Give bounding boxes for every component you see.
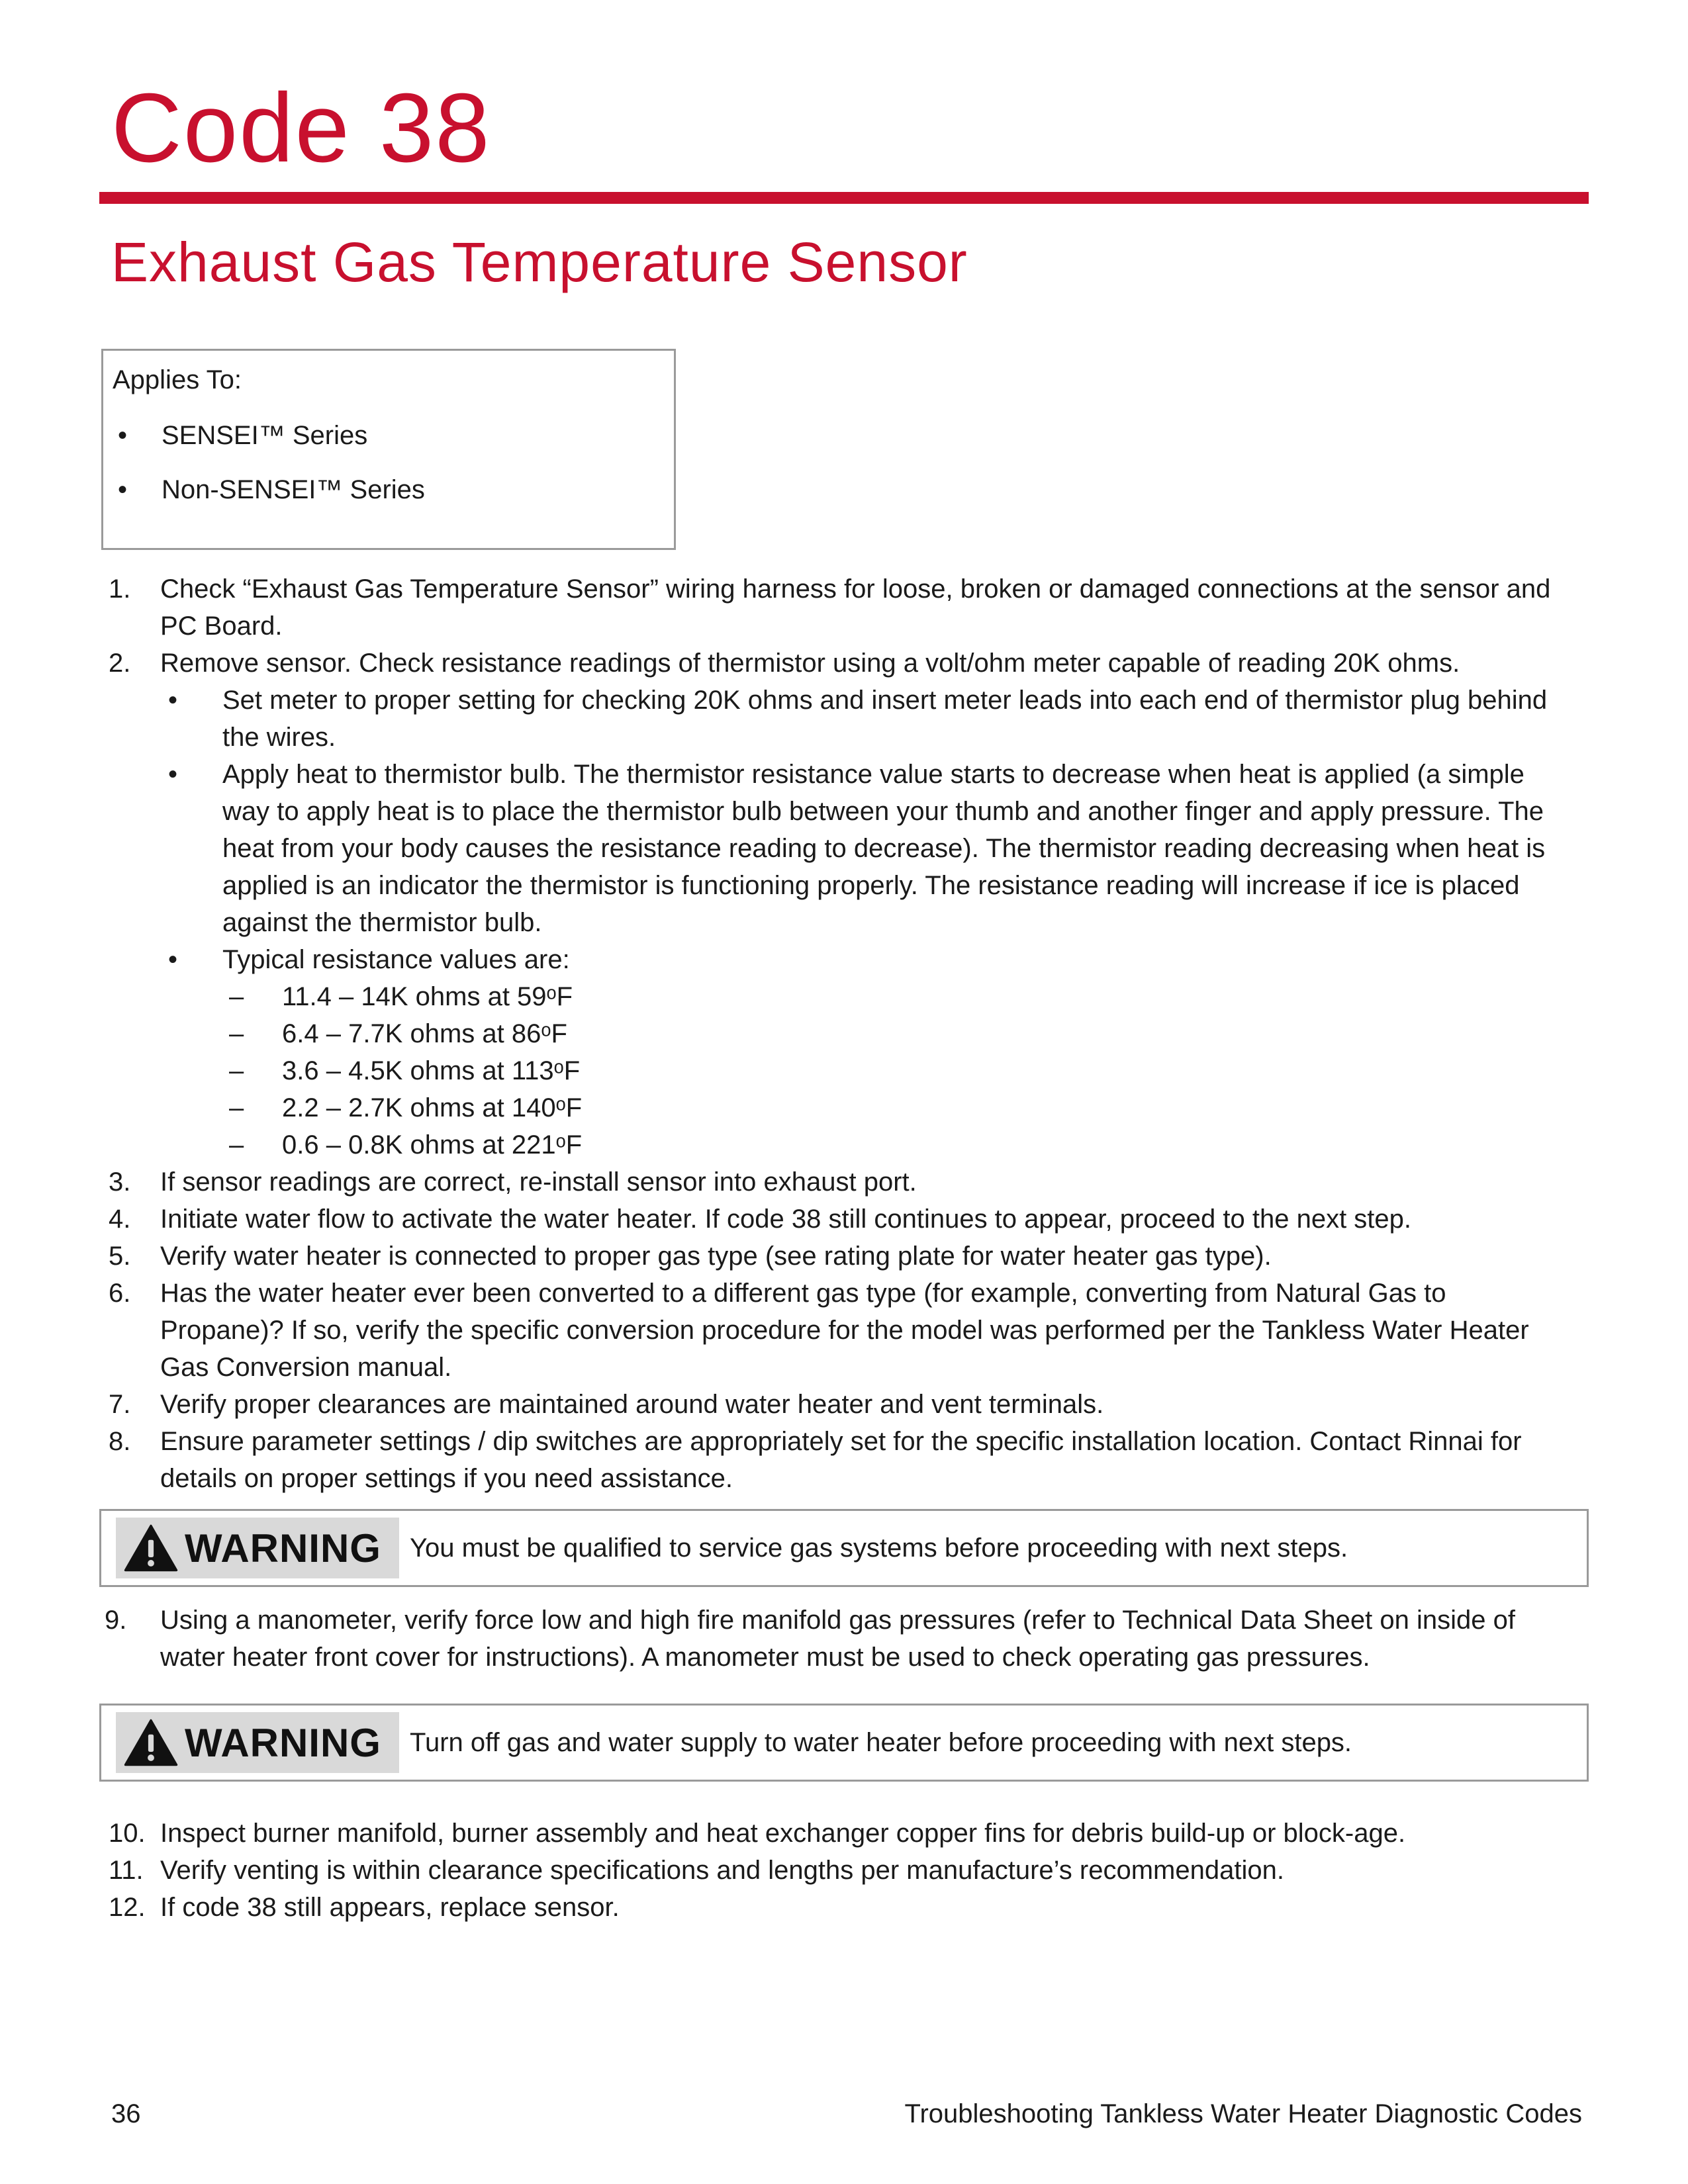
step-number: 10.: [109, 1819, 146, 1848]
step-number: 8.: [109, 1427, 131, 1456]
warning-triangle-icon: [124, 1524, 178, 1572]
step-item: [99, 1602, 1575, 1676]
step-number: 5.: [109, 1242, 131, 1271]
step-text: Initiate water flow to activate the water heater. If code 38 still continues to appear, proceed to the next step.: [160, 1205, 1412, 1234]
step-number: 11.: [109, 1856, 144, 1885]
step-text: Verify proper clearances are maintained around water heater and vent terminals.: [160, 1390, 1104, 1419]
steps-list-1: [99, 570, 1575, 1497]
step-item: [99, 1386, 1575, 1423]
step-number: 12.: [109, 1893, 146, 1922]
step-item: [99, 570, 1575, 645]
warning-badge: [116, 1712, 399, 1773]
steps-list-3: [99, 1815, 1575, 1926]
step-item: [99, 1163, 1575, 1201]
resistance-value: – 0.6 – 0.8K ohms at 221ᵒF: [99, 1126, 1575, 1163]
warning-label: WARNING: [185, 1525, 381, 1570]
warning-badge: [116, 1518, 399, 1578]
warning-text: You must be qualified to service gas systems before proceeding with next steps.: [410, 1533, 1348, 1563]
warning-text: Turn off gas and water supply to water heater before proceeding with next steps.: [410, 1728, 1352, 1757]
step-item: [99, 1423, 1575, 1497]
resistance-value: – 6.4 – 7.7K ohms at 86ᵒF: [99, 1015, 1575, 1052]
applies-to-item: • Non-SENSEI™ Series: [103, 474, 674, 528]
step-text: Verify venting is within clearance specifications and lengths per manufacture’s recommendation.: [160, 1856, 1284, 1885]
resistance-value: – 11.4 – 14K ohms at 59ᵒF: [99, 978, 1575, 1015]
step-text: Verify water heater is connected to proper gas type (see rating plate for water heater gas type).: [160, 1242, 1272, 1271]
footer-title: Troubleshooting Tankless Water Heater Diagnostic Codes: [904, 2099, 1582, 2128]
warning-label: WARNING: [185, 1720, 381, 1765]
step-number: 4.: [109, 1205, 131, 1234]
step-text: Inspect burner manifold, burner assembly and heat exchanger copper fins for debris build-up or block-age.: [160, 1819, 1406, 1848]
step-item: [99, 1275, 1575, 1386]
step-number: 3.: [109, 1167, 131, 1197]
step-text: Ensure parameter settings / dip switches are appropriately set for the specific installation location. Contact Rinnai for details on proper settings if you need assistance.: [160, 1427, 1522, 1493]
applies-to-box: [101, 349, 676, 550]
page-title: Code 38: [111, 73, 491, 183]
step-item: [99, 1889, 1575, 1926]
step-text: Remove sensor. Check resistance readings of thermistor using a volt/ohm meter capable of reading 20K ohms.: [160, 649, 1460, 678]
page-subtitle: Exhaust Gas Temperature Sensor: [111, 231, 968, 293]
step-item: [99, 1852, 1575, 1889]
step-2-bullet: • Set meter to proper setting for checking 20K ohms and insert meter leads into each end of thermistor plug behind the wires.: [99, 682, 1575, 756]
step-text: If sensor readings are correct, re-install sensor into exhaust port.: [160, 1167, 917, 1197]
step-text: Check “Exhaust Gas Temperature Sensor” wiring harness for loose, broken or damaged connections at the sensor and PC Board.: [160, 574, 1551, 641]
applies-to-item: • SENSEI™ Series: [103, 420, 674, 474]
warning-box: [99, 1704, 1589, 1782]
page-number: 36: [111, 2099, 141, 2128]
title-rule: [99, 192, 1589, 204]
step-2-bullet: • Typical resistance values are:: [99, 941, 1575, 978]
step-text: Using a manometer, verify force low and high fire manifold gas pressures (refer to Technical Data Sheet on inside of water heater front cover for instructions). A manometer must be used to check operating gas pressures.: [160, 1606, 1515, 1672]
step-number: 7.: [109, 1390, 131, 1419]
applies-to-list: [103, 420, 674, 528]
warning-box: [99, 1509, 1589, 1587]
applies-to-heading: Applies To:: [113, 365, 242, 394]
step-item: [99, 1238, 1575, 1275]
step-number: 1.: [109, 574, 131, 604]
step-number: 2.: [109, 649, 131, 678]
warning-triangle-icon: [124, 1718, 178, 1767]
step-2-bullet: • Apply heat to thermistor bulb. The thermistor resistance value starts to decrease when heat is applied (a simple way to apply heat is to place the thermistor bulb between your thumb and another finger and apply pressure. The heat from your body causes the resistance reading to decrease). The thermistor reading decreasing when heat is applied is an indicator the thermistor is functioning properly. The resistance reading will increase if ice is placed against the thermistor bulb.: [99, 756, 1575, 941]
step-text: If code 38 still appears, replace sensor.: [160, 1893, 620, 1922]
resistance-value: – 3.6 – 4.5K ohms at 113ᵒF: [99, 1052, 1575, 1089]
step-item: [99, 1815, 1491, 1852]
step-number: 6.: [109, 1279, 131, 1308]
resistance-value: – 2.2 – 2.7K ohms at 140ᵒF: [99, 1089, 1575, 1126]
step-text: Has the water heater ever been converted to a different gas type (for example, converting from Natural Gas to Propane)? If so, verify the specific conversion procedure for the model was performed per the Tankless Water Heater Gas Conversion manual.: [160, 1279, 1529, 1382]
step-item: [99, 645, 1575, 682]
steps-list-2: [99, 1602, 1575, 1676]
step-item: [99, 1201, 1575, 1238]
step-number: 9.: [105, 1606, 127, 1635]
